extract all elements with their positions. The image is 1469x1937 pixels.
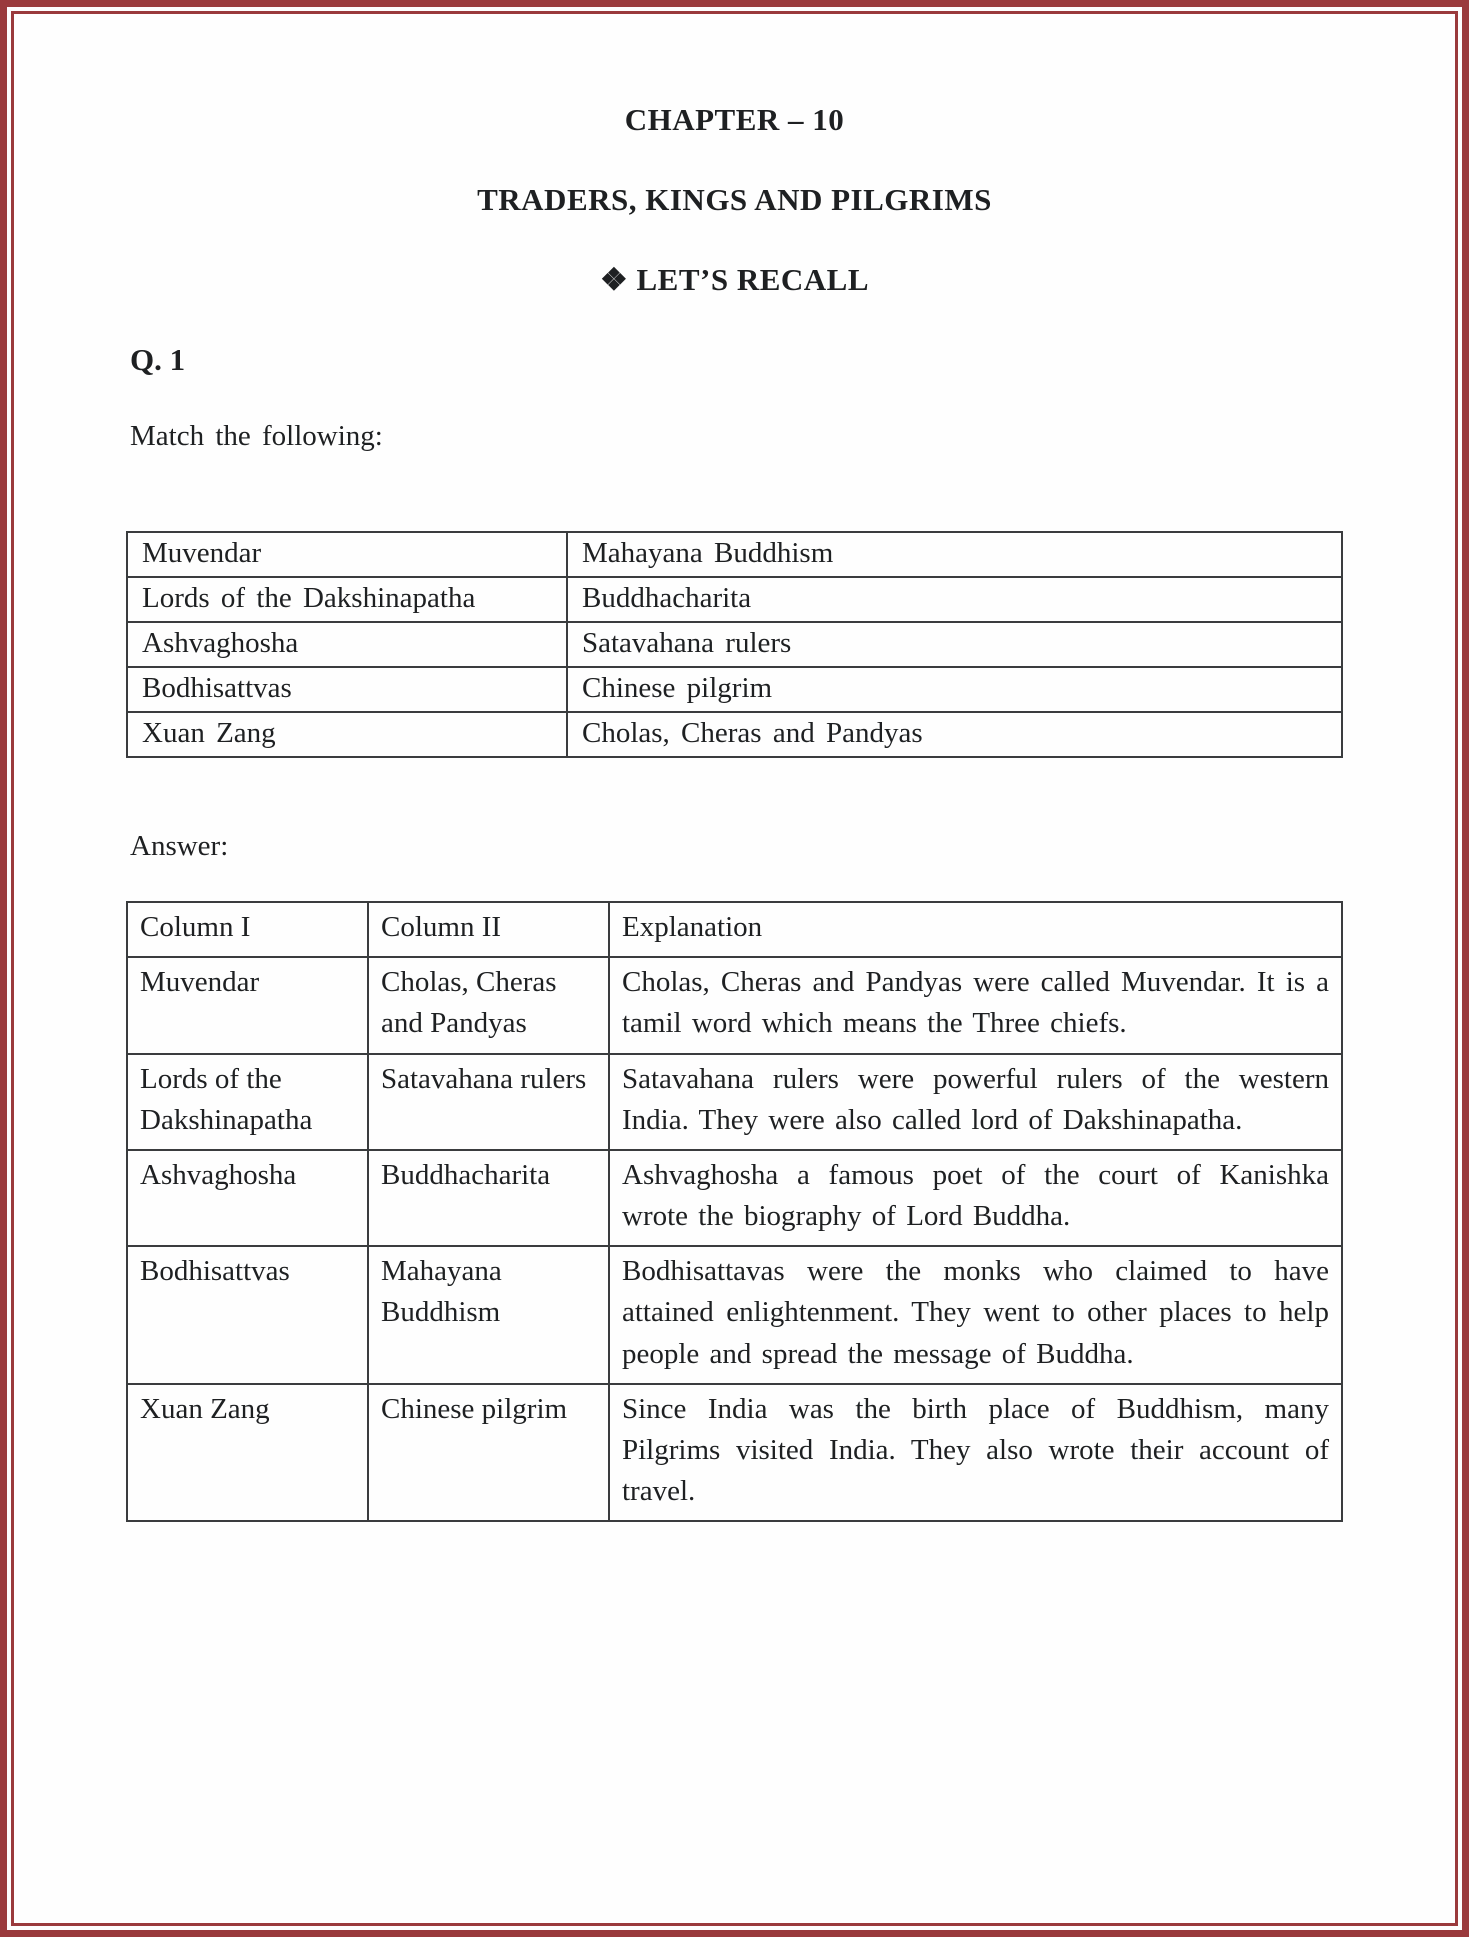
match-left-cell: Muvendar xyxy=(127,532,567,577)
answer-explanation-cell: Satavahana rulers were powerful rulers of the western India. They were also called lord of Dakshinapatha. xyxy=(609,1054,1342,1150)
section-heading: ❖ LET’S RECALL xyxy=(599,262,870,297)
answer-col2-cell: Buddhacharita xyxy=(368,1150,609,1246)
answer-explanation-cell: Bodhisattavas were the monks who claimed to have attained enlightenment. They went to other places to help people and spread the message of Buddha. xyxy=(609,1246,1342,1384)
answer-header-column1: Column I xyxy=(127,902,368,957)
answer-header-column2: Column II xyxy=(368,902,609,957)
answer-col1-cell: Lords of the Dakshinapatha xyxy=(127,1054,368,1150)
match-table-row xyxy=(127,667,1342,712)
match-table xyxy=(126,531,1343,758)
match-table-row xyxy=(127,712,1342,757)
match-right-cell: Cholas, Cheras and Pandyas xyxy=(567,712,1342,757)
answer-col1-cell: Ashvaghosha xyxy=(127,1150,368,1246)
answer-table-header-row xyxy=(127,902,1342,957)
chapter-heading: CHAPTER – 10 xyxy=(624,102,845,137)
match-left-cell: Ashvaghosha xyxy=(127,622,567,667)
answer-label: Answer: xyxy=(130,830,229,862)
answer-table xyxy=(126,901,1343,1522)
chapter-title: TRADERS, KINGS AND PILGRIMS xyxy=(477,182,992,217)
match-right-cell: Mahayana Buddhism xyxy=(567,532,1342,577)
match-right-cell: Chinese pilgrim xyxy=(567,667,1342,712)
match-left-cell: Bodhisattvas xyxy=(127,667,567,712)
answer-table-row xyxy=(127,1384,1342,1522)
match-table-row xyxy=(127,577,1342,622)
answer-table-row xyxy=(127,1054,1342,1150)
answer-col1-cell: Muvendar xyxy=(127,957,368,1053)
match-left-cell: Lords of the Dakshinapatha xyxy=(127,577,567,622)
answer-explanation-cell: Since India was the birth place of Buddhism, many Pilgrims visited India. They also wrote their account of travel. xyxy=(609,1384,1342,1522)
match-table-row xyxy=(127,622,1342,667)
match-right-cell: Buddhacharita xyxy=(567,577,1342,622)
answer-table-row xyxy=(127,957,1342,1053)
question-text: Match the following: xyxy=(130,420,383,452)
answer-table-row xyxy=(127,1150,1342,1246)
answer-col1-cell: Bodhisattvas xyxy=(127,1246,368,1384)
match-right-cell: Satavahana rulers xyxy=(567,622,1342,667)
answer-col2-cell: Satavahana rulers xyxy=(368,1054,609,1150)
match-left-cell: Xuan Zang xyxy=(127,712,567,757)
answer-header-explanation: Explanation xyxy=(609,902,1342,957)
answer-col2-cell: Mahayana Buddhism xyxy=(368,1246,609,1384)
answer-explanation-cell: Ashvaghosha a famous poet of the court of Kanishka wrote the biography of Lord Buddha. xyxy=(609,1150,1342,1246)
answer-col2-cell: Chinese pilgrim xyxy=(368,1384,609,1522)
answer-col1-cell: Xuan Zang xyxy=(127,1384,368,1522)
question-number: Q. 1 xyxy=(130,342,186,377)
page-inner-border xyxy=(11,11,1458,1926)
answer-col2-cell: Cholas, Cheras and Pandyas xyxy=(368,957,609,1053)
match-table-row xyxy=(127,532,1342,577)
answer-explanation-cell: Cholas, Cheras and Pandyas were called Muvendar. It is a tamil word which means the Three chiefs. xyxy=(609,957,1342,1053)
page-content xyxy=(14,14,1455,1522)
answer-table-row xyxy=(127,1246,1342,1384)
